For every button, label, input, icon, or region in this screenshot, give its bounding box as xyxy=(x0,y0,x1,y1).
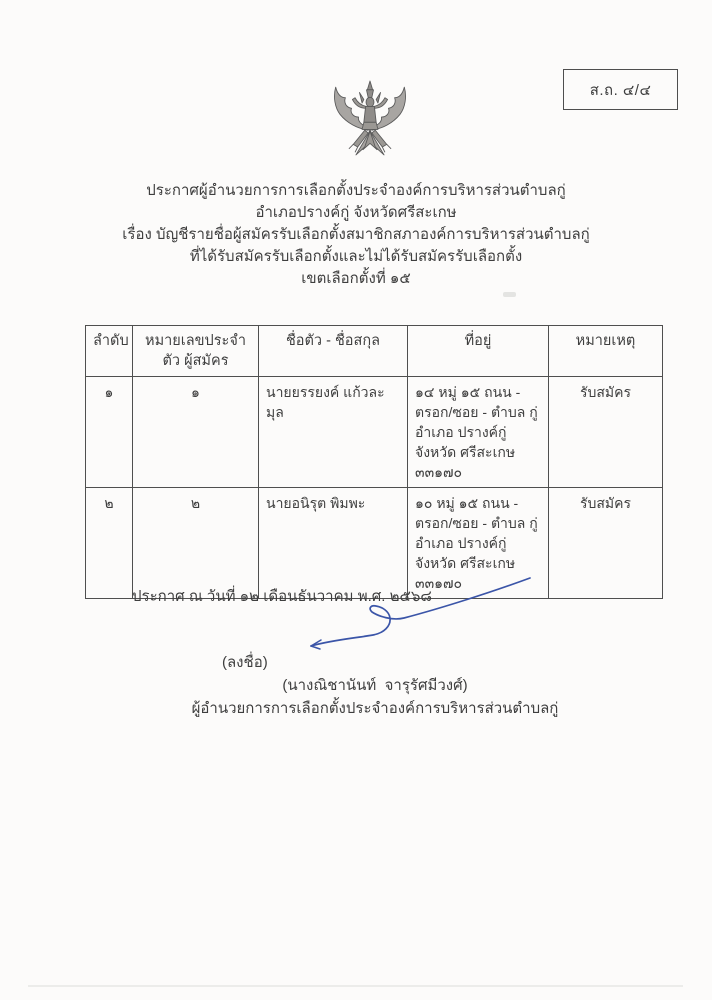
title-line-4: ที่ได้รับสมัครรับเลือกตั้งและไม่ได้รับสมัครรับเลือกตั้ง xyxy=(189,248,523,265)
header-candidate-number: หมายเลขประจำตัว ผู้สมัคร xyxy=(133,326,259,377)
title-line-1: ประกาศผู้อำนวยการการเลือกตั้งประจำองค์การบริหารส่วนตำบลกู่ xyxy=(146,182,566,199)
row2-remark: รับสมัคร xyxy=(549,488,663,599)
form-code-text: ส.ถ. ๔/๔ xyxy=(589,81,652,99)
row1-name: นายยรรยงค์ แก้วละมุล xyxy=(259,377,408,488)
row2-candidate-number: ๒ xyxy=(133,488,259,599)
candidates-table xyxy=(85,325,663,599)
signature-icon xyxy=(292,566,542,656)
header-name: ชื่อตัว - ชื่อสกุล xyxy=(259,326,408,377)
row1-candidate-number: ๑ xyxy=(133,377,259,488)
header-remark: หมายเหตุ xyxy=(549,326,663,377)
title-line-2: อำเภอปรางค์กู่ จังหวัดศรีสะเกษ xyxy=(255,204,457,221)
header-no: ลำดับ xyxy=(86,326,133,377)
form-code-box xyxy=(563,69,678,110)
row2-address: ๑๐ หมู่ ๑๕ ถนน - ตรอก/ซอย - ตำบล กู่ อำเภอ ปรางค์กู่ จังหวัด ศรีสะเกษ ๓๓๑๗๐ xyxy=(408,488,549,599)
document-title-block xyxy=(0,180,712,290)
garuda-emblem-icon xyxy=(326,79,414,171)
row2-name: นายอนิรุต พิมพะ xyxy=(259,488,408,599)
sign-label: (ลงชื่อ) xyxy=(222,654,268,671)
title-line-3: เรื่อง บัญชีรายชื่อผู้สมัครรับเลือกตั้งสมาชิกสภาองค์การบริหารส่วนตำบลกู่ xyxy=(122,226,590,243)
table-row xyxy=(86,377,663,488)
signer-name: (นางณิชานันท์ จารุรัศมีวงศ์) xyxy=(282,677,468,694)
signer-title: ผู้อำนวยการการเลือกตั้งประจำองค์การบริหารส่วนตำบลกู่ xyxy=(191,700,559,717)
row1-address: ๑๔ หมู่ ๑๕ ถนน - ตรอก/ซอย - ตำบล กู่ อำเภอ ปรางค์กู่ จังหวัด ศรีสะเกษ ๓๓๑๗๐ xyxy=(408,377,549,488)
table-header-row xyxy=(86,326,663,377)
row1-no: ๑ xyxy=(86,377,133,488)
row1-remark: รับสมัคร xyxy=(549,377,663,488)
smudge-mark xyxy=(503,292,516,297)
scan-artifact-line xyxy=(28,985,683,987)
row2-no: ๒ xyxy=(86,488,133,599)
header-address: ที่อยู่ xyxy=(408,326,549,377)
announcement-date: ประกาศ ณ วันที่ ๑๒ เดือนธันวาคม พ.ศ. ๒๕๖๘ xyxy=(132,588,432,605)
title-line-5: เขตเลือกตั้งที่ ๑๕ xyxy=(301,270,411,287)
